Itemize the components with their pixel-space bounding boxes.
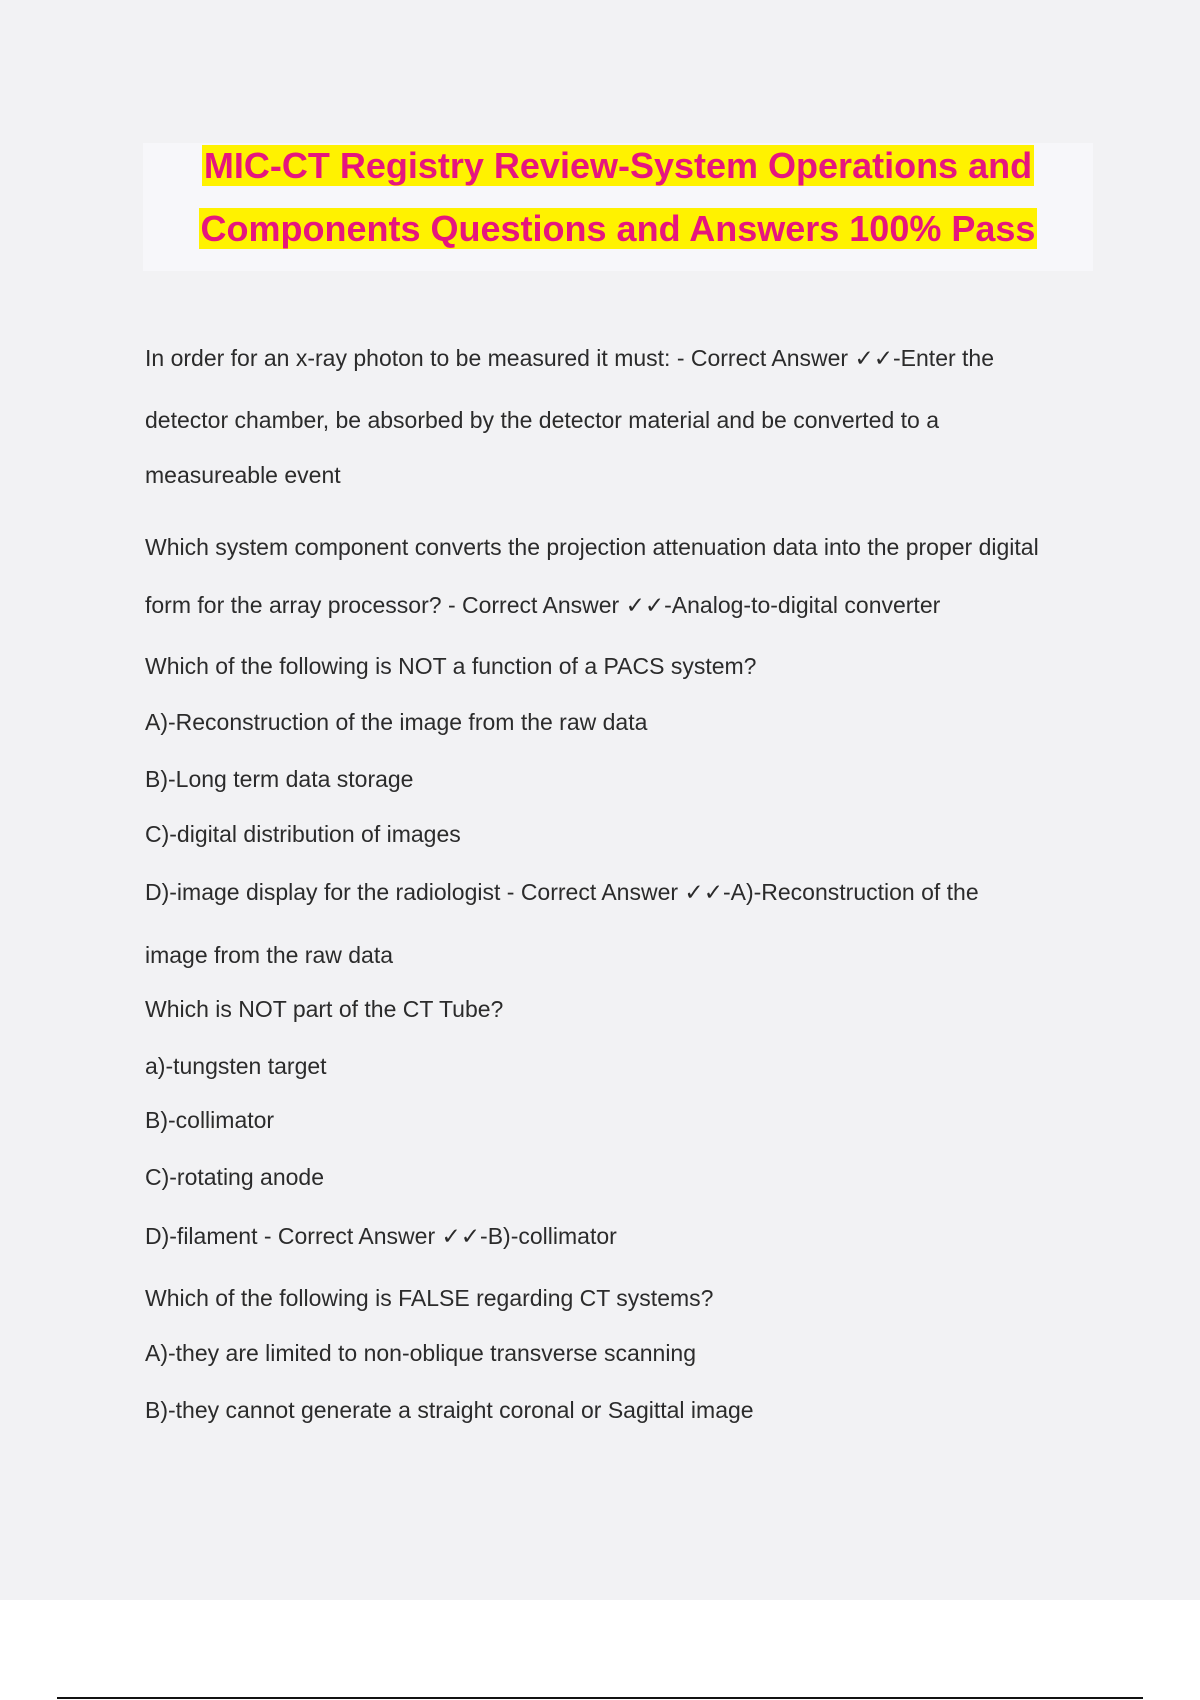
text-line: form for the array processor? - Correct Answer ✓✓-Analog-to-digital converter <box>145 592 941 618</box>
text-line: In order for an x-ray photon to be measured it must: - Correct Answer ✓✓-Enter the <box>145 345 995 371</box>
text-line: a)-tungsten target <box>145 1053 327 1079</box>
text-line: D)-filament - Correct Answer ✓✓-B)-collimator <box>145 1223 617 1249</box>
text-line: C)-digital distribution of images <box>145 821 461 847</box>
text-line: measureable event <box>145 462 341 488</box>
title-highlight-1: MIC-CT Registry Review-System Operations and <box>203 145 1033 186</box>
title-highlight-2: Components Questions and Answers 100% Pass <box>200 208 1036 249</box>
footer-divider <box>57 1697 1143 1699</box>
text-line: Which is NOT part of the CT Tube? <box>145 996 504 1022</box>
text-line: B)-collimator <box>145 1107 275 1133</box>
text-line: A)-they are limited to non-oblique transverse scanning <box>145 1340 697 1366</box>
text-line: image from the raw data <box>145 942 394 968</box>
text-line: Which system component converts the projection attenuation data into the proper digital <box>145 534 1039 560</box>
text-line: C)-rotating anode <box>145 1164 324 1190</box>
text-line: D)-image display for the radiologist - Correct Answer ✓✓-A)-Reconstruction of the <box>145 879 979 905</box>
document-title-line-1 <box>143 142 1093 190</box>
text-line: B)-they cannot generate a straight coronal or Sagittal image <box>145 1397 754 1423</box>
text-line: detector chamber, be absorbed by the detector material and be converted to a <box>145 407 939 433</box>
text-line: Which of the following is FALSE regarding CT systems? <box>145 1285 714 1311</box>
document-title-line-2 <box>143 205 1093 253</box>
text-line: B)-Long term data storage <box>145 766 414 792</box>
text-line: Which of the following is NOT a function of a PACS system? <box>145 653 757 679</box>
text-line: A)-Reconstruction of the image from the raw data <box>145 709 648 735</box>
